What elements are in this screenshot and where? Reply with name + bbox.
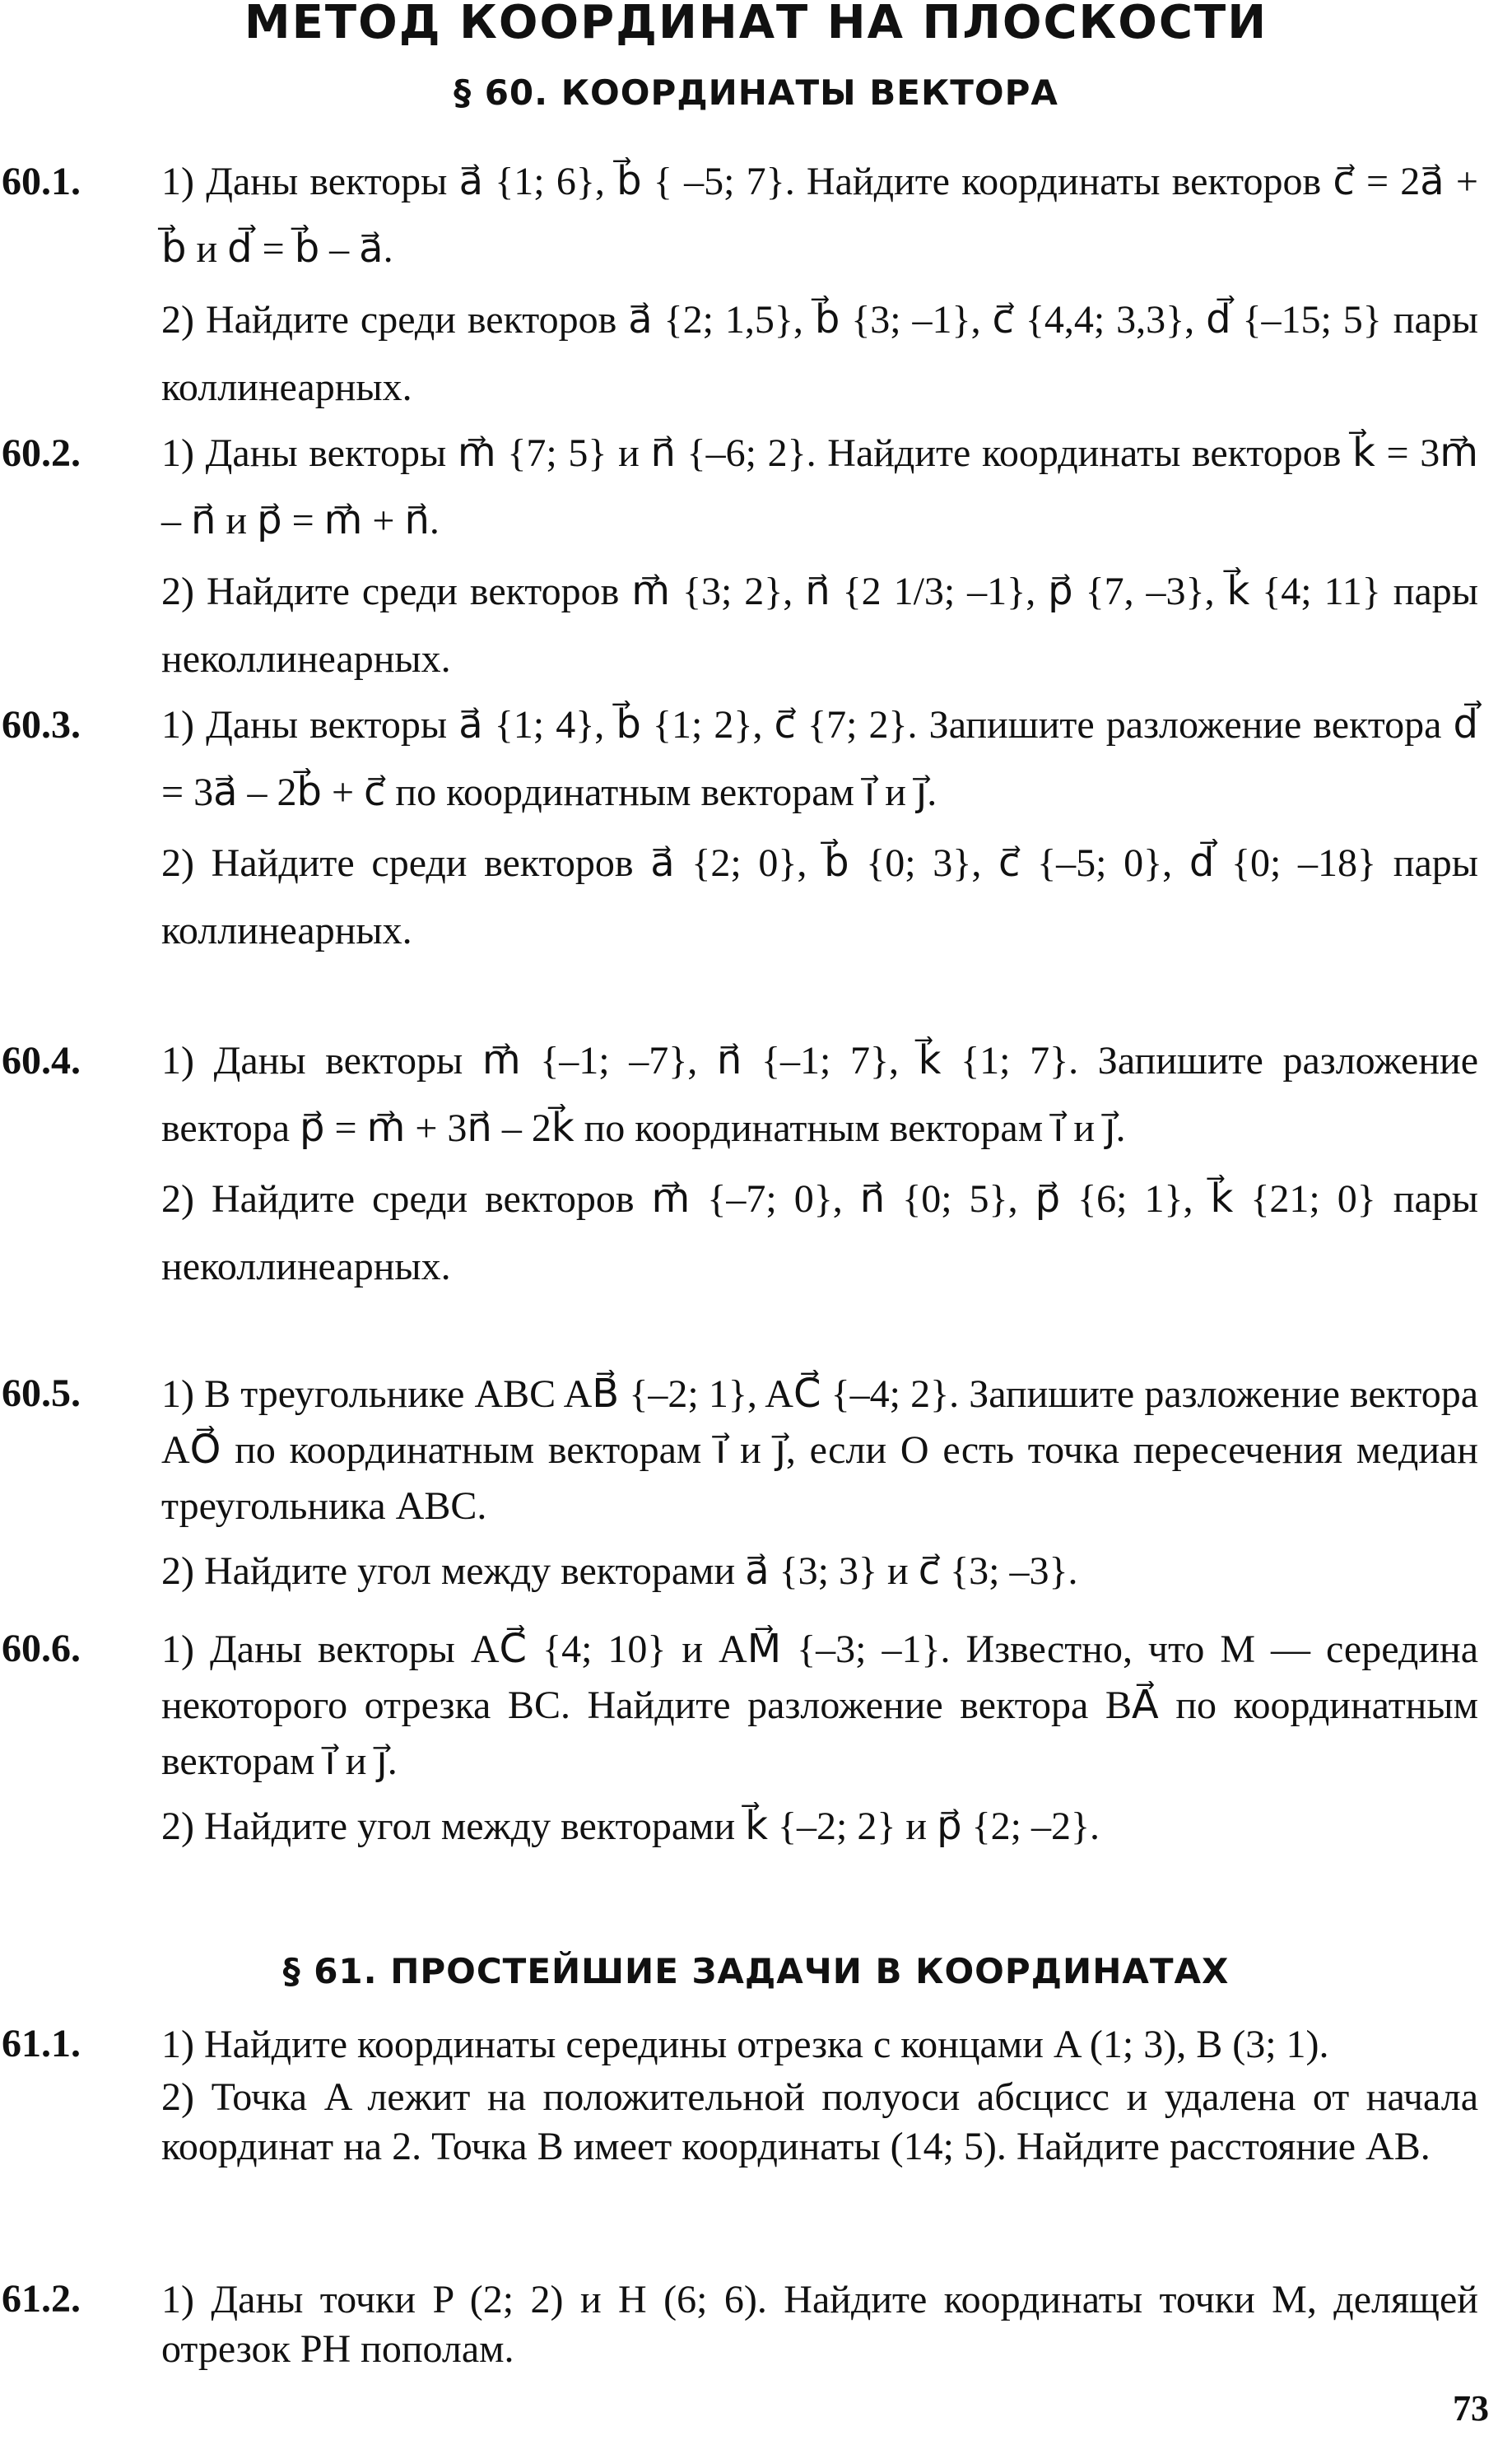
- problem-part: 1) В треугольнике ABC AB⃗ {–2; 1}, AC⃗ {–4; 2}. Запишите разложение вектора AO⃗ по координатным векторам i⃗ и j⃗, если O есть точка пересечения медиан треугольника ABC.: [161, 1372, 1478, 1528]
- problem-61-2: [0, 2269, 1512, 2374]
- problem-part: 1) Даны векторы a⃗ {1; 4}, b⃗ {1; 2}, c⃗ {7; 2}. Запишите разложение вектора d⃗ = 3a⃗ – 2b⃗ + c⃗ по координатным векторам i⃗ и j⃗.: [161, 703, 1478, 814]
- problem-part: 1) Даны векторы m⃗ {7; 5} и n⃗ {–6; 2}. Найдите координаты векторов k⃗ = 3m⃗ – n⃗ и p⃗ = m⃗ + n⃗.: [161, 431, 1478, 542]
- problem-60-5: [0, 1360, 1512, 1605]
- problem-number: 60.3.: [2, 703, 81, 747]
- problem-60-2: [0, 420, 1512, 693]
- problem-part: 1) Даны точки P (2; 2) и H (6; 6). Найдите координаты точки M, делящей отрезок PH пополам.: [161, 2278, 1478, 2371]
- problem-part: 1) Найдите координаты середины отрезка с концами A (1; 3), B (3; 1).: [161, 2023, 1329, 2066]
- problem-60-4: [0, 1027, 1512, 1301]
- problem-part: 2) Найдите среди векторов a⃗ {2; 0}, b⃗ {0; 3}, c⃗ {–5; 0}, d⃗ {0; –18} пары коллинеарных.: [161, 841, 1478, 952]
- problem-number: 60.2.: [2, 431, 81, 475]
- problem-number: 60.4.: [2, 1039, 81, 1083]
- problem-part: 1) Даны векторы a⃗ {1; 6}, b⃗ { –5; 7}. Найдите координаты векторов c⃗ = 2a⃗ + b⃗ и d⃗ = b⃗ – a⃗.: [161, 160, 1478, 271]
- problem-part: 2) Найдите угол между векторами a⃗ {3; 3} и c⃗ {3; –3}.: [161, 1549, 1078, 1593]
- problem-part: 2) Найдите среди векторов m⃗ {–7; 0}, n⃗ {0; 5}, p⃗ {6; 1}, k⃗ {21; 0} пары неколлинеарных.: [161, 1177, 1478, 1288]
- problem-number: 60.5.: [2, 1371, 81, 1415]
- problem-number: 61.1.: [2, 2022, 81, 2065]
- problem-part: 1) Даны векторы AC⃗ {4; 10} и AM⃗ {–3; –1}. Известно, что M — середина некоторого отрезка BC. Найдите разложение вектора BA⃗ по координатным векторам i⃗ и j⃗.: [161, 1627, 1478, 1783]
- problem-part: 2) Найдите угол между векторами k⃗ {–2; 2} и p⃗ {2; –2}.: [161, 1804, 1100, 1848]
- problem-number: 61.2.: [2, 2277, 81, 2321]
- problem-part: 2) Найдите среди векторов a⃗ {2; 1,5}, b⃗ {3; –1}, c⃗ {4,4; 3,3}, d⃗ {–15; 5} пары коллинеарных.: [161, 298, 1478, 409]
- page-number: 73: [1453, 2388, 1489, 2428]
- problem-60-6: [0, 1615, 1512, 1860]
- problem-number: 60.6.: [2, 1627, 81, 1670]
- section-title-60: § 60. КООРДИНАТЫ ВЕКТОРА: [454, 72, 1058, 113]
- problem-part: 2) Найдите среди векторов m⃗ {3; 2}, n⃗ {2 1/3; –1}, p⃗ {7, –3}, k⃗ {4; 11} пары неколлинеарных.: [161, 570, 1478, 681]
- problem-60-3: [0, 691, 1512, 965]
- problem-60-1: [0, 148, 1512, 421]
- problem-61-1: [0, 2014, 1512, 2172]
- chapter-title: МЕТОД КООРДИНАТ НА ПЛОСКОСТИ: [244, 0, 1268, 49]
- section-title-61: § 61. ПРОСТЕЙШИЕ ЗАДАЧИ В КООРДИНАТАХ: [282, 1951, 1230, 1991]
- problem-part: 2) Точка A лежит на положительной полуоси абсцисс и удалена от начала координат на 2. Точка B имеет координаты (14; 5). Найдите расстояние AB.: [161, 2075, 1478, 2168]
- problem-number: 60.1.: [2, 160, 81, 203]
- problem-part: 1) Даны векторы m⃗ {–1; –7}, n⃗ {–1; 7}, k⃗ {1; 7}. Запишите разложение вектора p⃗ = m⃗ + 3n⃗ – 2k⃗ по координатным векторам i⃗ и j⃗.: [161, 1039, 1478, 1150]
